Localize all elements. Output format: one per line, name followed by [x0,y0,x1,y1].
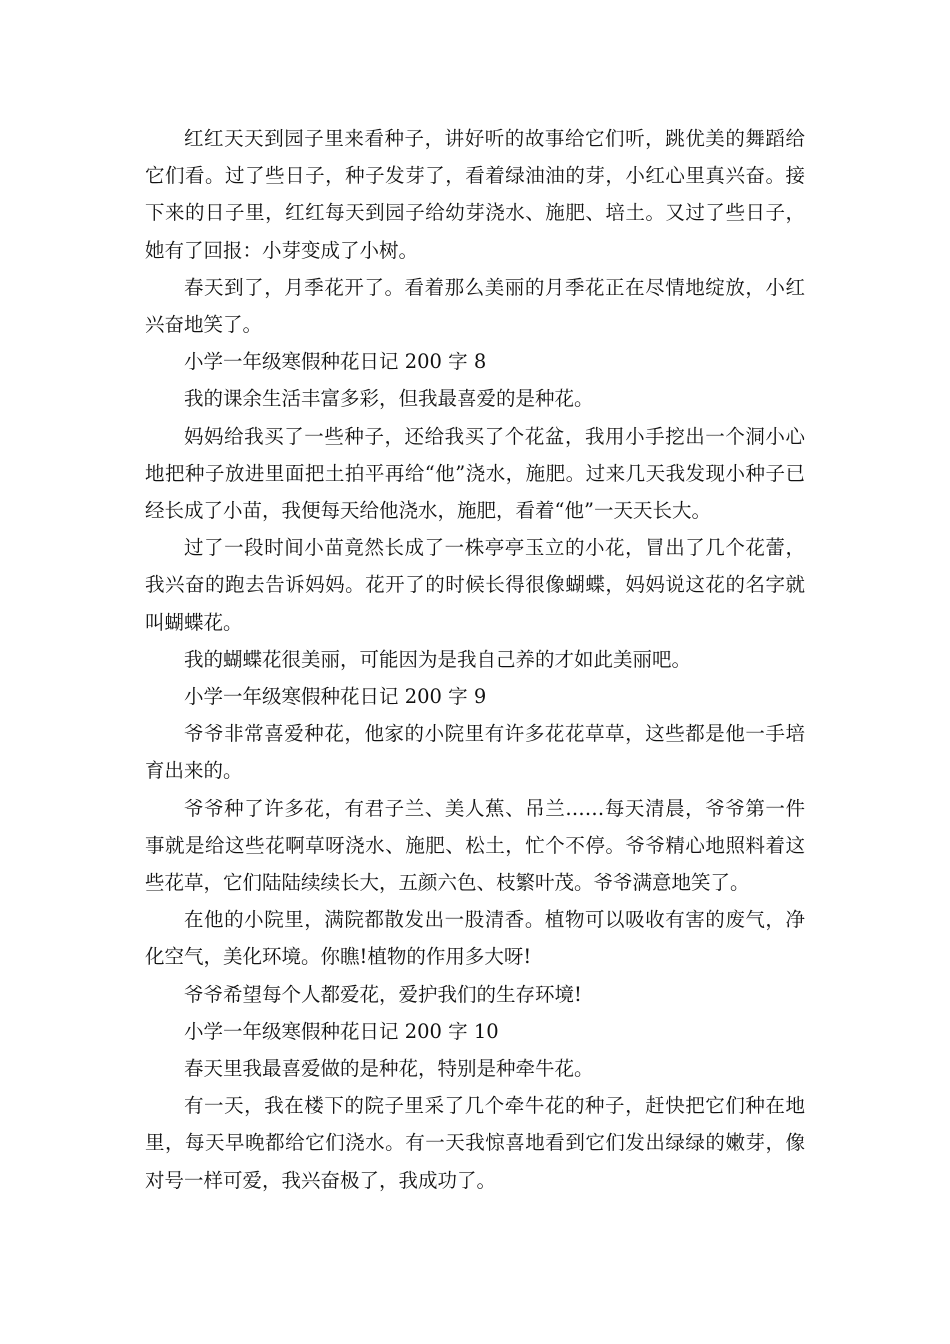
document-body [145,120,805,1199]
paragraph: 我的课余生活丰富多彩，但我最喜爱的是种花。 [184,387,594,411]
paragraph: 春天里我最喜爱做的是种花，特别是种牵牛花。 [184,1057,594,1081]
paragraph: 红红天天到园子里来看种子，讲好听的故事给它们听，跳优美的舞蹈给它们看。过了些日子，种子发芽了，看着绿油油的芽，小红心里真兴奋。接下来的日子里，红红每天到园子给幼芽浇水、施肥、培土。又过了些日子，她有了回报：小芽变成了小树。 [145,127,805,262]
paragraph: 妈妈给我买了一些种子，还给我买了个花盆，我用小手挖出一个洞小心地把种子放进里面把土拍平再给“他”浇水，施肥。过来几天我发现小种子已经长成了小苗，我便每天给他浇水，施肥，看着“他”一天天长大。 [145,424,805,523]
section-heading: 小学一年级寒假种花日记 200 字 8 [184,350,487,374]
paragraph: 爷爷希望每个人都爱花，爱护我们的生存环境! [184,982,582,1006]
paragraph: 过了一段时间小苗竟然长成了一株亭亭玉立的小花，冒出了几个花蕾，我兴奋的跑去告诉妈妈。花开了的时候长得很像蝴蝶，妈妈说这花的名字就叫蝴蝶花。 [145,536,805,634]
paragraph: 在他的小院里，满院都散发出一股清香。植物可以吸收有害的废气，净化空气，美化环境。你瞧!植物的作用多大呀! [145,908,805,969]
paragraph: 有一天，我在楼下的院子里采了几个牵牛花的种子，赶快把它们种在地里，每天早晚都给它们浇水。有一天我惊喜地看到它们发出绿绿的嫩芽，像对号一样可爱，我兴奋极了，我成功了。 [145,1094,805,1192]
section-heading: 小学一年级寒假种花日记 200 字 10 [184,1019,499,1043]
paragraph: 春天到了，月季花开了。看着那么美丽的月季花正在尽情地绽放，小红兴奋地笑了。 [145,275,805,337]
paragraph: 爷爷非常喜爱种花，他家的小院里有许多花花草草，这些都是他一手培育出来的。 [145,722,805,783]
paragraph: 爷爷种了许多花，有君子兰、美人蕉、吊兰……每天清晨，爷爷第一件事就是给这些花啊草呀浇水、施肥、松土，忙个不停。爷爷精心地照料着这些花草，它们陆陆续续长大，五颜六色、枝繁叶茂。爷爷满意地笑了。 [145,796,805,895]
paragraph: 我的蝴蝶花很美丽，可能因为是我自己养的才如此美丽吧。 [184,647,692,671]
section-heading: 小学一年级寒假种花日记 200 字 9 [184,685,487,709]
